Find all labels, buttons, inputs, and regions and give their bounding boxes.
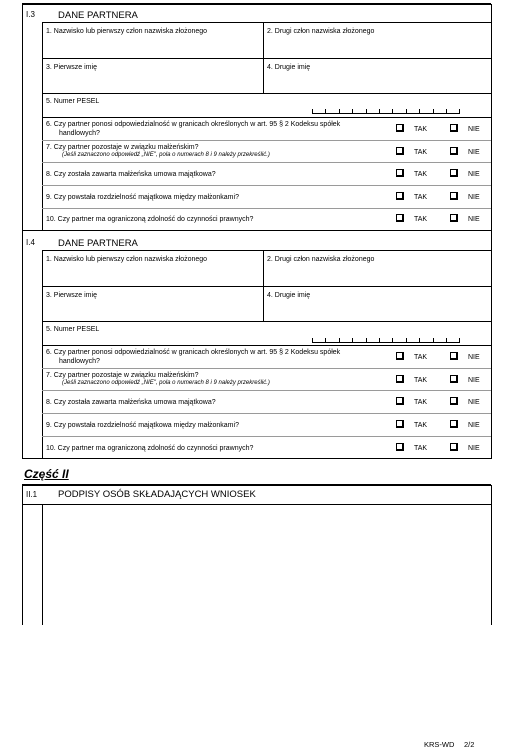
question-6-yes-checkbox[interactable] <box>396 124 404 132</box>
question-10-no-checkbox[interactable] <box>450 443 458 451</box>
row-divider <box>42 345 491 346</box>
row-divider <box>42 162 491 163</box>
field-second-name-label: 4. Drugie imię <box>267 292 311 299</box>
row-divider <box>42 93 491 94</box>
question-6-label: 6. Czy partner ponosi odpowiedzialność w granicach określonych w art. 95 § 2 Kodeksu spółek <box>46 349 341 356</box>
field-second-surname-label: 2. Drugi człon nazwiska złożonego <box>267 28 375 35</box>
page-number: 2/2 <box>464 740 475 749</box>
inner-left-border <box>42 22 43 230</box>
question-10-yes-checkbox[interactable] <box>396 214 404 222</box>
question-6-label: 6. Czy partner ponosi odpowiedzialność w granicach określonych w art. 95 § 2 Kodeksu spółek <box>46 121 341 128</box>
no-label: NIE <box>468 399 480 406</box>
top-border <box>22 3 491 5</box>
yes-label: TAK <box>414 194 428 201</box>
yes-label: TAK <box>414 126 428 133</box>
field-pesel-label: 5. Numer PESEL <box>46 98 100 105</box>
part-2-heading: Część II <box>24 467 69 481</box>
no-label: NIE <box>468 377 480 384</box>
left-border <box>22 230 23 458</box>
field-first-name-label: 3. Pierwsze imię <box>46 64 97 71</box>
row-divider <box>42 368 491 369</box>
no-label: NIE <box>468 149 480 156</box>
top-border <box>22 484 491 486</box>
question-8-no-checkbox[interactable] <box>450 397 458 405</box>
row-divider <box>42 390 491 391</box>
section-bottom-border <box>22 230 492 231</box>
question-8-yes-checkbox[interactable] <box>396 397 404 405</box>
no-label: NIE <box>468 445 480 452</box>
question-7-note: (Jeśli zaznaczono odpowiedź „NIE", pola o numerach 8 i 9 należy przekreślić.) <box>62 152 270 158</box>
yes-label: TAK <box>414 422 428 429</box>
row-divider <box>42 286 491 287</box>
question-7-label: 7. Czy partner pozostaje w związku małżeńskim? <box>46 372 199 379</box>
no-label: NIE <box>468 126 480 133</box>
field-first-name-label: 3. Pierwsze imię <box>46 292 97 299</box>
question-9-yes-checkbox[interactable] <box>396 192 404 200</box>
question-7-label: 7. Czy partner pozostaje w związku małżeńskim? <box>46 144 199 151</box>
field-pesel-label: 5. Numer PESEL <box>46 326 100 333</box>
question-10-no-checkbox[interactable] <box>450 214 458 222</box>
yes-label: TAK <box>414 171 428 178</box>
yes-label: TAK <box>414 354 428 361</box>
yes-label: TAK <box>414 377 428 384</box>
question-6-yes-checkbox[interactable] <box>396 352 404 360</box>
question-8-label: 8. Czy została zawarta małżeńska umowa majątkowa? <box>46 399 216 406</box>
row-divider <box>42 58 491 59</box>
question-7-note: (Jeśli zaznaczono odpowiedź „NIE", pola o numerach 8 i 9 należy przekreślić.) <box>62 380 270 386</box>
right-border <box>491 4 492 230</box>
yes-label: TAK <box>414 149 428 156</box>
row-divider <box>42 436 491 437</box>
pesel-input[interactable] <box>312 108 460 114</box>
form-code: KRS-WD <box>424 740 455 749</box>
question-6-label-cont: handlowych? <box>59 358 100 365</box>
question-7-no-checkbox[interactable] <box>450 147 458 155</box>
question-6-no-checkbox[interactable] <box>450 124 458 132</box>
question-10-label: 10. Czy partner ma ograniczoną zdolność do czynności prawnych? <box>46 216 254 223</box>
section-number: II.1 <box>26 490 38 499</box>
no-label: NIE <box>468 422 480 429</box>
no-label: NIE <box>468 216 480 223</box>
row-divider <box>42 140 491 141</box>
left-border <box>22 485 23 625</box>
row-divider <box>42 413 491 414</box>
question-7-no-checkbox[interactable] <box>450 375 458 383</box>
section-title: PODPISY OSÓB SKŁADAJĄCYCH WNIOSEK <box>58 489 256 500</box>
no-label: NIE <box>468 194 480 201</box>
question-8-no-checkbox[interactable] <box>450 169 458 177</box>
question-8-yes-checkbox[interactable] <box>396 169 404 177</box>
yes-label: TAK <box>414 216 428 223</box>
no-label: NIE <box>468 354 480 361</box>
section-number: I.4 <box>26 238 35 247</box>
yes-label: TAK <box>414 399 428 406</box>
question-7-yes-checkbox[interactable] <box>396 375 404 383</box>
pesel-input[interactable] <box>312 337 460 343</box>
row-divider <box>42 250 491 251</box>
question-9-yes-checkbox[interactable] <box>396 420 404 428</box>
row-divider <box>42 185 491 186</box>
row-divider <box>42 321 491 322</box>
section-bottom-border <box>22 458 492 459</box>
question-10-label: 10. Czy partner ma ograniczoną zdolność do czynności prawnych? <box>46 445 254 452</box>
section-number: I.3 <box>26 10 35 19</box>
right-border <box>491 485 492 625</box>
question-9-no-checkbox[interactable] <box>450 192 458 200</box>
row-divider <box>42 117 491 118</box>
question-10-yes-checkbox[interactable] <box>396 443 404 451</box>
signatures-area[interactable] <box>43 505 490 623</box>
row-divider <box>42 22 491 23</box>
field-second-name-label: 4. Drugie imię <box>267 64 311 71</box>
field-second-surname-label: 2. Drugi człon nazwiska złożonego <box>267 256 375 263</box>
section-title: DANE PARTNERA <box>58 10 138 21</box>
question-9-no-checkbox[interactable] <box>450 420 458 428</box>
question-8-label: 8. Czy została zawarta małżeńska umowa majątkowa? <box>46 171 216 178</box>
question-6-no-checkbox[interactable] <box>450 352 458 360</box>
question-9-label: 9. Czy powstała rozdzielność majątkowa między małżonkami? <box>46 422 239 429</box>
field-surname-label: 1. Nazwisko lub pierwszy człon nazwiska złożonego <box>46 256 208 263</box>
left-border <box>22 4 23 230</box>
yes-label: TAK <box>414 445 428 452</box>
question-9-label: 9. Czy powstała rozdzielność majątkowa między małżonkami? <box>46 194 239 201</box>
no-label: NIE <box>468 171 480 178</box>
question-7-yes-checkbox[interactable] <box>396 147 404 155</box>
inner-left-border <box>42 250 43 458</box>
right-border <box>491 230 492 458</box>
question-6-label-cont: handlowych? <box>59 130 100 137</box>
row-divider <box>42 208 491 209</box>
field-surname-label: 1. Nazwisko lub pierwszy człon nazwiska złożonego <box>46 28 208 35</box>
section-title: DANE PARTNERA <box>58 238 138 249</box>
